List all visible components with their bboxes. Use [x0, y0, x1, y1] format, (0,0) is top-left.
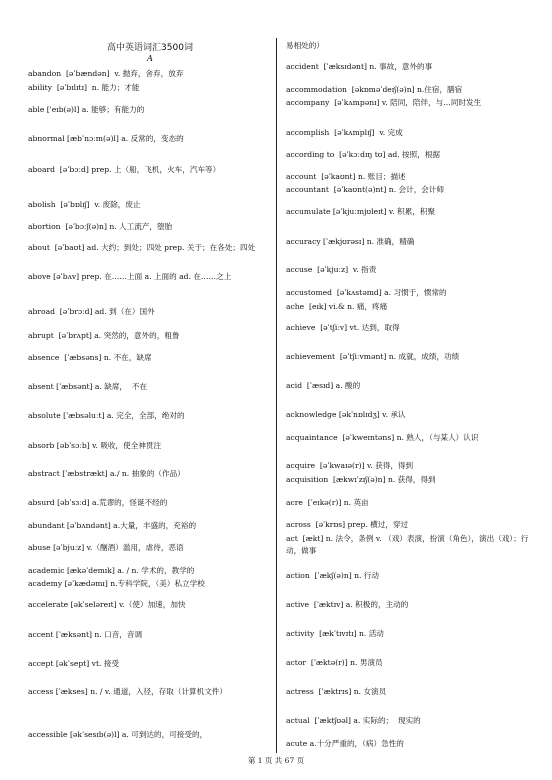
vocab-entry: able ['eɪb(ə)l] a. 能够；有能力的: [28, 105, 145, 114]
vocab-entry: about [əˈbaʊt] ad. 大约；到处；四处 prep. 关于；在各处；四处: [28, 243, 256, 252]
vocab-entry: ache [eɪk] vi.& n. 痛，疼痛: [286, 302, 388, 311]
vocab-entry: abortion [əˈbɔːʃ(ə)n] n. 人工流产，堕胎: [28, 222, 173, 231]
vocab-entry: academic [ækəˈdemɪk] a. / n. 学术的，教学的: [28, 566, 195, 575]
vocab-entry: accident [ˈæksɪdənt] n. 事故，意外的事: [286, 62, 433, 71]
vocab-entry: activity [ækˈtɪvɪtɪ] n. 活动: [286, 629, 384, 638]
vocab-entry: ability [əˈbɪlɪtɪ] n. 能力；才能: [28, 83, 140, 92]
vocab-entry: abroad [əˈbrɔːd] ad. 到（在）国外: [28, 307, 155, 316]
vocab-entry: accomplish [əˈkʌmplɪʃ] v. 完成: [286, 128, 403, 137]
vocab-entry: account [əˈkaʊnt] n. 账目；描述: [286, 172, 406, 181]
page-title: 高中英语词汇3500词: [107, 43, 193, 53]
vocab-entry: acquisition [ækwɪˈzɪʃ(ə)n] n. 获得，得到: [286, 475, 436, 484]
vocab-entry: abandon [əˈbændən] v. 抛弃，舍弃，放弃: [28, 69, 184, 78]
column-divider: [276, 38, 277, 753]
vocab-entry: accustomed [əˈkʌstəmd] a. 习惯于，惯常的: [286, 288, 447, 297]
vocab-entry: absurd [əbˈsɜːd] a.荒谬的，怪诞不经的: [28, 498, 168, 507]
vocab-entry: abuse [əˈbjuːz] v.（酗酒）滥用，虐待，恶语: [28, 543, 184, 552]
vocab-entry: accompany [əˈkʌmpənɪ] v. 陪同，陪伴，与…同时发生: [286, 98, 482, 107]
vocab-entry: acute a.十分严重的，（病）急性的: [286, 739, 404, 748]
vocab-entry: accelerate [əkˈseləreɪt] v.（使）加速，加快: [28, 600, 186, 609]
vocab-entry: accept [əkˈsept] vt. 接受: [28, 659, 120, 668]
page-number: 第 1 页 共 67 页: [247, 756, 305, 765]
vocab-entry: above [əˈbʌv] prep. 在……上面 a. 上面的 ad. 在……之上: [28, 272, 232, 281]
vocab-entry: active [ˈæktɪv] a. 积极的，主动的: [286, 600, 409, 609]
vocab-entry: abolish [əˈbɒlɪʃ] v. 废除，废止: [28, 200, 141, 209]
vocab-entry: accumulate [əˈkjuːmjʊleɪt] v. 积累，积聚: [286, 207, 436, 216]
vocab-entry: achievement [əˈtʃiːvmənt] n. 成就，成绩，功绩: [286, 352, 460, 361]
vocab-entry: absorb [əbˈsɔːb] v. 吸收，使全神贯注: [28, 441, 162, 450]
vocab-entry: abstract [ˈæbstrækt] a./ n. 抽象的（作品）: [28, 469, 185, 478]
vocab-entry: actual [ˈæktʃʊəl] a. 实际的； 现实的: [286, 716, 421, 725]
vocab-entry: according to [əˈkɔːdɪŋ tʊ] ad. 按照，根据: [286, 150, 441, 159]
vocab-entry: absence [ˈæbsəns] n. 不在，缺席: [28, 353, 152, 362]
vocab-entry: access [ˈækses] n. / v. 通道，入径，存取（计算机文件）: [28, 687, 227, 696]
vocab-entry: accuracy [ˈækjʊrəsɪ] n. 准确，精确: [286, 237, 415, 246]
vocab-entry: acre [ˈeɪkə(r)] n. 英亩: [286, 498, 369, 507]
vocab-entry: accent [ˈæksənt] n. 口音，音调: [28, 630, 143, 639]
vocab-entry: act [ækt] n. 法令，条例 v. （戏）表演，扮演（角色），演出（戏）；行动，做事: [286, 534, 529, 556]
vocab-entry: absent [ˈæbsənt] a. 缺席， 不在: [28, 382, 148, 391]
vocab-entry: actress [ˈæktrɪs] n. 女演员: [286, 687, 387, 696]
vocab-entry: 易相处的）: [286, 41, 324, 50]
vocab-entry: accommodation [əkɒməˈdeɪʃ(ə)n] n.住宿，膳宿: [286, 85, 463, 94]
vocab-entry: abnormal [æbˈnɔːm(ə)l] a. 反常的，变态的: [28, 134, 184, 143]
vocab-entry: achieve [əˈtʃiːv] vt. 达到，取得: [286, 323, 400, 332]
vocab-entry: acid [ˈæsɪd] a. 酸的: [286, 381, 361, 390]
vocab-entry: abrupt [əˈbrʌpt] a. 突然的，意外的，粗鲁: [28, 331, 180, 340]
vocab-entry: aboard [əˈbɔːd] prep. 上（船，飞机，火车，汽车等）: [28, 165, 221, 174]
vocab-entry: absolute [ˈæbsəluːt] a. 完全，全部，绝对的: [28, 411, 185, 420]
vocab-entry: acknowledge [əkˈnɒlɪdʒ] v. 承认: [286, 410, 406, 419]
vocab-entry: abundant [əˈbʌndənt] a.大量，丰盛的，充裕的: [28, 521, 197, 530]
vocab-entry: accuse [əˈkjuːz] v. 指责: [286, 265, 377, 274]
vocab-entry: accountant [əˈkaʊnt(ə)nt] n. 会计，会计师: [286, 185, 445, 194]
vocab-entry: acquire [əˈkwaɪə(r)] v. 获得，得到: [286, 461, 414, 470]
vocab-entry: across [əˈkrɒs] prep. 横过，穿过: [286, 520, 409, 529]
vocab-entry: accessible [əkˈsesɪb(ə)l] a. 可到达的，可接受的，: [28, 730, 208, 739]
vocab-entry: academy [əˈkædəmɪ] n.专科学院，（美）私立学校: [28, 579, 205, 588]
vocab-entry: action [ˈækʃ(ə)n] n. 行动: [286, 571, 379, 580]
vocab-entry: acquaintance [əˈkweɪntəns] n. 熟人，（与某人）认识: [286, 433, 479, 442]
section-letter: A: [146, 54, 154, 64]
vocab-entry: actor [ˈæktə(r)] n. 男演员: [286, 658, 383, 667]
